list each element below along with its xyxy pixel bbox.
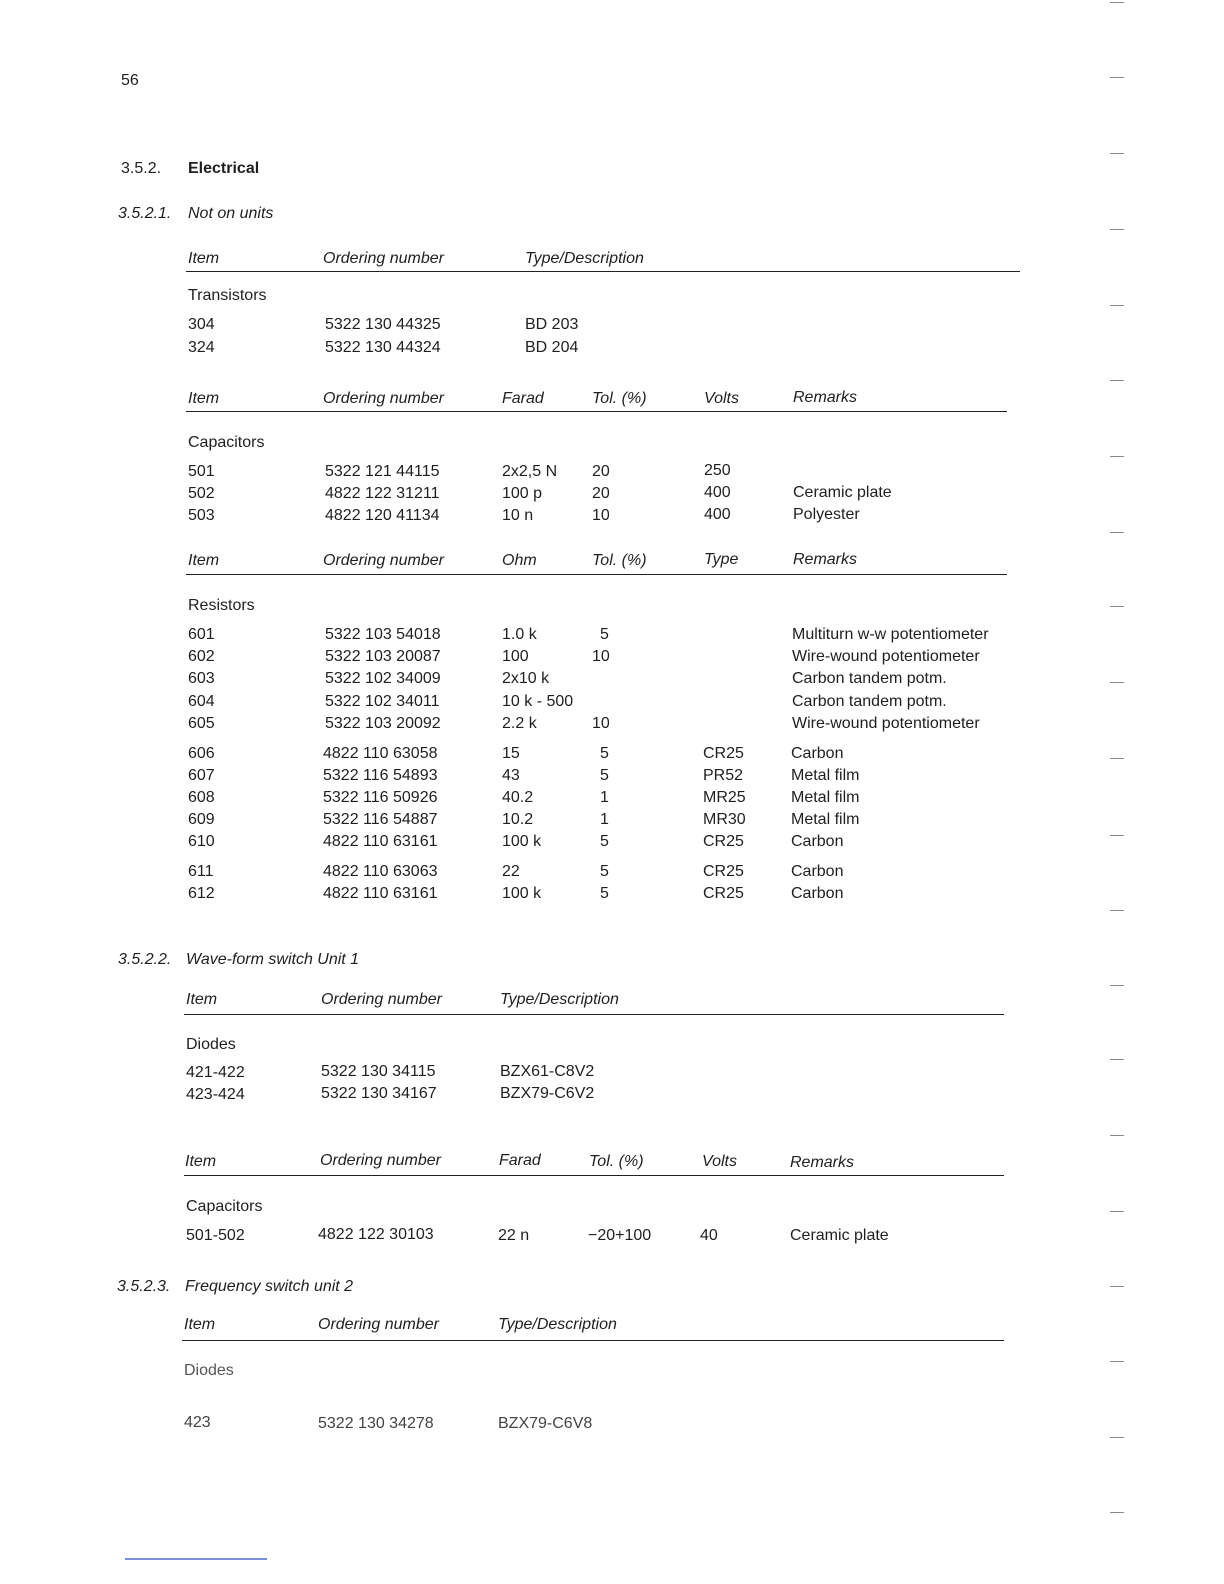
cell-tolerance: 10 (592, 648, 610, 665)
margin-mark (1110, 456, 1124, 457)
margin-mark (1110, 1135, 1124, 1136)
cell-description: BD 204 (525, 339, 579, 356)
cell-remarks: Carbon tandem potm. (792, 670, 947, 687)
cell-item: 503 (188, 507, 215, 524)
cell-item: 304 (188, 316, 215, 333)
col-header-tolerance: Tol. (%) (589, 1153, 644, 1170)
margin-mark (1110, 380, 1124, 381)
col-header-item: Item (188, 552, 220, 569)
cell-type: CR25 (703, 863, 744, 880)
col-header-ohm: Ohm (502, 552, 537, 569)
margin-mark (1110, 305, 1124, 306)
cell-description: BZX79-C6V8 (498, 1415, 593, 1432)
margin-mark (1110, 835, 1124, 836)
cell-ordering-number: 5322 103 20092 (325, 715, 441, 732)
cell-remarks: Metal film (791, 789, 860, 806)
cell-remarks: Metal film (791, 767, 860, 784)
cell-item: 606 (188, 745, 215, 762)
cell-tolerance: 1 (600, 789, 609, 806)
group-label: Resistors (188, 597, 255, 614)
margin-mark (1110, 229, 1124, 230)
margin-mark (1110, 1512, 1124, 1513)
cell-ordering-number: 5322 102 34011 (325, 693, 440, 710)
group-label: Diodes (184, 1362, 234, 1379)
col-header-remarks: Remarks (790, 1154, 855, 1171)
cell-ordering-number: 5322 102 34009 (325, 670, 441, 687)
col-header-type: Type (704, 551, 739, 568)
cell-farad: 2x2,5 N (502, 463, 558, 480)
cell-remarks: Polyester (793, 506, 860, 523)
group-label: Capacitors (188, 434, 265, 451)
cell-ohm: 43 (502, 767, 520, 784)
cell-item: 421-422 (186, 1064, 245, 1081)
cell-item: 605 (188, 715, 215, 732)
subsection-2-number: 3.5.2.2. (118, 951, 172, 968)
header-rule (186, 574, 1007, 575)
cell-remarks: Wire-wound potentiometer (792, 648, 980, 665)
cell-remarks: Carbon (791, 863, 844, 880)
cell-ordering-number: 4822 122 31211 (325, 485, 440, 502)
cell-ohm: 100 (502, 648, 529, 665)
col-header-remarks: Remarks (793, 389, 858, 406)
col-header-type-description: Type/Description (500, 991, 619, 1008)
cell-ordering-number: 5322 116 54887 (323, 811, 438, 828)
cell-volts: 40 (700, 1227, 718, 1244)
cell-remarks: Carbon (791, 745, 844, 762)
cell-ohm: 15 (502, 745, 520, 762)
col-header-ordering-number: Ordering number (318, 1316, 439, 1333)
cell-tolerance: 10 (592, 715, 610, 732)
cell-volts: 400 (704, 506, 731, 523)
cell-item: 501 (188, 463, 215, 480)
cell-remarks: Ceramic plate (793, 484, 892, 501)
cell-ordering-number: 5322 130 34115 (321, 1063, 436, 1080)
cell-ordering-number: 5322 130 34167 (321, 1085, 437, 1102)
col-header-ordering-number: Ordering number (323, 250, 444, 267)
cell-ordering-number: 4822 120 41134 (325, 507, 440, 524)
margin-mark (1110, 532, 1124, 533)
cell-tolerance: 5 (600, 885, 609, 902)
col-header-item: Item (188, 250, 220, 267)
col-header-ordering-number: Ordering number (323, 390, 444, 407)
header-rule (184, 1014, 1004, 1015)
cell-tolerance: 5 (600, 863, 609, 880)
cell-ordering-number: 5322 103 54018 (325, 626, 441, 643)
cell-item: 612 (188, 885, 215, 902)
section-title: Electrical (188, 160, 260, 177)
cell-tolerance: 5 (600, 745, 609, 762)
col-header-volts: Volts (704, 390, 739, 407)
cell-tolerance: 10 (592, 507, 610, 524)
cell-tolerance: 20 (592, 485, 610, 502)
cell-tolerance: −20+100 (588, 1227, 652, 1244)
cell-ohm: 1.0 k (502, 626, 537, 643)
col-header-item: Item (184, 1316, 216, 1333)
cell-tolerance: 1 (600, 811, 609, 828)
cell-tolerance: 20 (592, 463, 610, 480)
cell-description: BD 203 (525, 316, 579, 333)
cell-remarks: Metal film (791, 811, 860, 828)
cell-remarks: Ceramic plate (790, 1227, 889, 1244)
header-rule (182, 1340, 1004, 1341)
section-number: 3.5.2. (121, 160, 162, 177)
cell-farad: 100 p (502, 485, 543, 502)
col-header-ordering-number: Ordering number (321, 991, 442, 1008)
group-label: Capacitors (186, 1198, 263, 1215)
col-header-tolerance: Tol. (%) (592, 552, 647, 569)
margin-mark (1110, 1286, 1124, 1287)
cell-ordering-number: 4822 122 30103 (318, 1226, 434, 1243)
col-header-remarks: Remarks (793, 551, 858, 568)
header-rule (186, 411, 1007, 412)
cell-tolerance: 5 (600, 833, 609, 850)
header-rule (184, 1175, 1004, 1176)
cell-item: 423-424 (186, 1086, 245, 1103)
cell-ordering-number: 5322 130 44325 (325, 316, 441, 333)
margin-mark (1110, 758, 1124, 759)
cell-ohm: 100 k (502, 833, 542, 850)
cell-ohm: 2x10 k (502, 670, 550, 687)
cell-tolerance: 5 (600, 767, 609, 784)
group-label: Transistors (188, 287, 267, 304)
cell-item: 324 (188, 339, 215, 356)
cell-ordering-number: 5322 121 44115 (325, 463, 440, 480)
cell-type: PR52 (703, 767, 744, 784)
subsection-3-title: Frequency switch unit 2 (185, 1278, 354, 1295)
cell-item: 502 (188, 485, 215, 502)
margin-mark (1110, 77, 1124, 78)
cell-ordering-number: 4822 110 63161 (323, 885, 438, 902)
subsection-2-title: Wave-form switch Unit 1 (186, 951, 360, 968)
margin-mark (1110, 153, 1124, 154)
margin-mark (1110, 910, 1124, 911)
col-header-farad: Farad (502, 390, 544, 407)
col-header-farad: Farad (499, 1152, 541, 1169)
cell-farad: 22 n (498, 1227, 530, 1244)
cell-item: 603 (188, 670, 215, 687)
margin-mark (1110, 606, 1124, 607)
cell-ordering-number: 4822 110 63058 (323, 745, 438, 762)
group-label: Diodes (186, 1036, 236, 1053)
cell-type: CR25 (703, 745, 744, 762)
cell-ohm: 2.2 k (502, 715, 537, 732)
cell-tolerance: 5 (600, 626, 609, 643)
cell-item: 609 (188, 811, 215, 828)
cell-volts: 400 (704, 484, 731, 501)
col-header-item: Item (185, 1153, 217, 1170)
cell-item: 601 (188, 626, 215, 643)
col-header-tolerance: Tol. (%) (592, 390, 647, 407)
cell-item: 423 (184, 1414, 211, 1431)
cell-remarks: Carbon tandem potm. (792, 693, 947, 710)
cell-type: MR25 (703, 789, 746, 806)
margin-mark (1110, 985, 1124, 986)
col-header-type-description: Type/Description (498, 1316, 617, 1333)
cell-remarks: Carbon (791, 833, 844, 850)
cell-remarks: Carbon (791, 885, 844, 902)
cell-item: 611 (188, 863, 214, 880)
header-rule (186, 271, 1020, 272)
col-header-type-description: Type/Description (525, 250, 644, 267)
cell-farad: 10 n (502, 507, 534, 524)
cell-ordering-number: 4822 110 63161 (323, 833, 438, 850)
cell-item: 602 (188, 648, 215, 665)
margin-mark (1110, 682, 1124, 683)
margin-mark (1110, 1211, 1124, 1212)
cell-ordering-number: 5322 103 20087 (325, 648, 441, 665)
cell-item: 501-502 (186, 1227, 245, 1244)
cell-ohm: 10 k - 500 (502, 693, 574, 710)
cell-item: 607 (188, 767, 215, 784)
cell-volts: 250 (704, 462, 731, 479)
margin-mark (1110, 1059, 1124, 1060)
margin-mark (1110, 1437, 1124, 1438)
col-header-volts: Volts (702, 1153, 737, 1170)
col-header-ordering-number: Ordering number (320, 1152, 441, 1169)
cell-item: 608 (188, 789, 215, 806)
subsection-1-title: Not on units (188, 205, 274, 222)
col-header-item: Item (188, 390, 220, 407)
cell-ordering-number: 5322 130 34278 (318, 1415, 434, 1432)
cell-ohm: 40.2 (502, 789, 534, 806)
cell-remarks: Wire-wound potentiometer (792, 715, 980, 732)
margin-mark (1110, 1361, 1124, 1362)
cell-type: CR25 (703, 833, 744, 850)
cell-ohm: 10.2 (502, 811, 534, 828)
cell-ohm: 22 (502, 863, 520, 880)
subsection-3-number: 3.5.2.3. (117, 1278, 171, 1295)
col-header-ordering-number: Ordering number (323, 552, 444, 569)
subsection-1-number: 3.5.2.1. (118, 205, 172, 222)
cell-remarks: Multiturn w-w potentiometer (792, 626, 989, 643)
cell-type: CR25 (703, 885, 744, 902)
cell-ohm: 100 k (502, 885, 542, 902)
cell-description: BZX61-C8V2 (500, 1063, 595, 1080)
col-header-item: Item (186, 991, 218, 1008)
cell-ordering-number: 5322 130 44324 (325, 339, 441, 356)
page-number: 56 (121, 72, 139, 89)
cell-ordering-number: 5322 116 54893 (323, 767, 438, 784)
margin-mark (1110, 2, 1124, 3)
cell-item: 610 (188, 833, 215, 850)
cell-description: BZX79-C6V2 (500, 1085, 595, 1102)
cell-type: MR30 (703, 811, 746, 828)
cell-ordering-number: 4822 110 63063 (323, 863, 438, 880)
footer-rule (125, 1558, 267, 1560)
cell-item: 604 (188, 693, 215, 710)
cell-ordering-number: 5322 116 50926 (323, 789, 438, 806)
